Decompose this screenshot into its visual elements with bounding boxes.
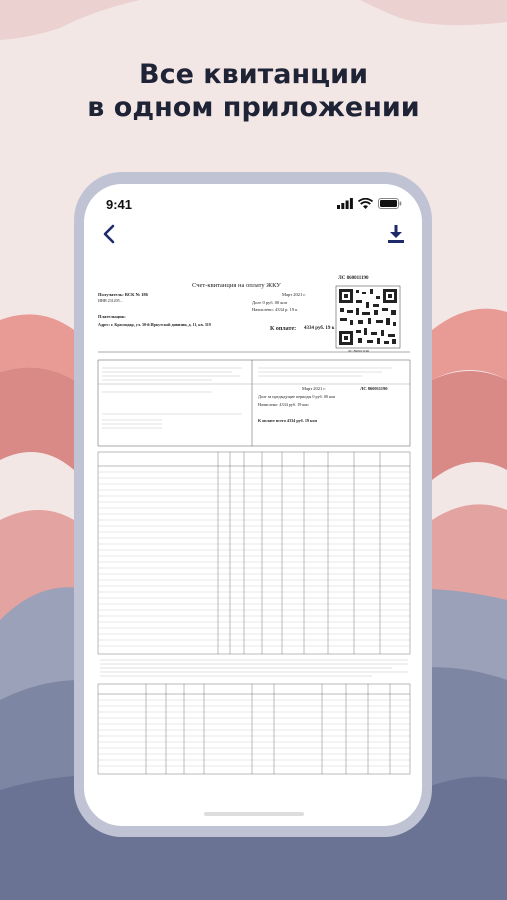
qr-code <box>336 286 400 348</box>
phone-screen <box>84 184 422 826</box>
receipt-document <box>92 252 414 826</box>
receipt-accrued: Начислено: 4334 р. 19 к <box>252 307 298 312</box>
qr-caption: ЛС 860011190 <box>348 349 370 353</box>
meters-table <box>98 684 410 774</box>
charges-table <box>98 452 410 654</box>
wifi-icon <box>358 198 373 209</box>
receipt-period: Март 2021 г. <box>282 292 306 297</box>
headline-line-1: Все квитанции <box>139 59 368 90</box>
headline-line-2: в одном приложении <box>87 92 420 123</box>
middle-debt: Долг за предыдущие периоды 0 руб. 00 коп <box>258 394 336 399</box>
receipt-inn: ИНН 231205... <box>98 298 123 303</box>
to-pay-label: К оплате: <box>270 326 297 332</box>
middle-total: К оплате всего 4334 руб. 19 коп <box>258 418 317 423</box>
receipt-payer-label: Плательщик: <box>98 314 126 319</box>
receipt-recipient: Получатель: ВСК № 186 <box>98 292 148 297</box>
middle-period: Март 2021 г. <box>302 386 326 391</box>
battery-icon <box>378 198 402 209</box>
receipt-address: Адрес: г. Краснодар, ул. 30-й Иркутской дивизии, д. 11, кв. 319 <box>98 322 211 327</box>
receipt-debt: Долг 0 руб. 00 коп <box>252 300 288 305</box>
nav-bar <box>84 218 422 252</box>
home-indicator <box>204 812 304 816</box>
chevron-left-icon[interactable] <box>98 222 122 246</box>
status-time: 9:41 <box>106 197 133 212</box>
cellular-icon <box>337 198 353 209</box>
middle-accrued: Начислено: 4334 руб. 19 коп <box>258 402 309 407</box>
download-icon[interactable] <box>384 222 408 246</box>
to-pay-value: 4334 руб. 19 к <box>304 326 335 331</box>
middle-account: ЛС 860011190 <box>360 386 388 391</box>
receipt-account: ЛС 860011190 <box>338 276 369 281</box>
receipt-lines <box>92 252 414 826</box>
headline <box>0 58 507 124</box>
receipt-title: Счет-квитанция на оплату ЖКУ <box>192 282 281 289</box>
